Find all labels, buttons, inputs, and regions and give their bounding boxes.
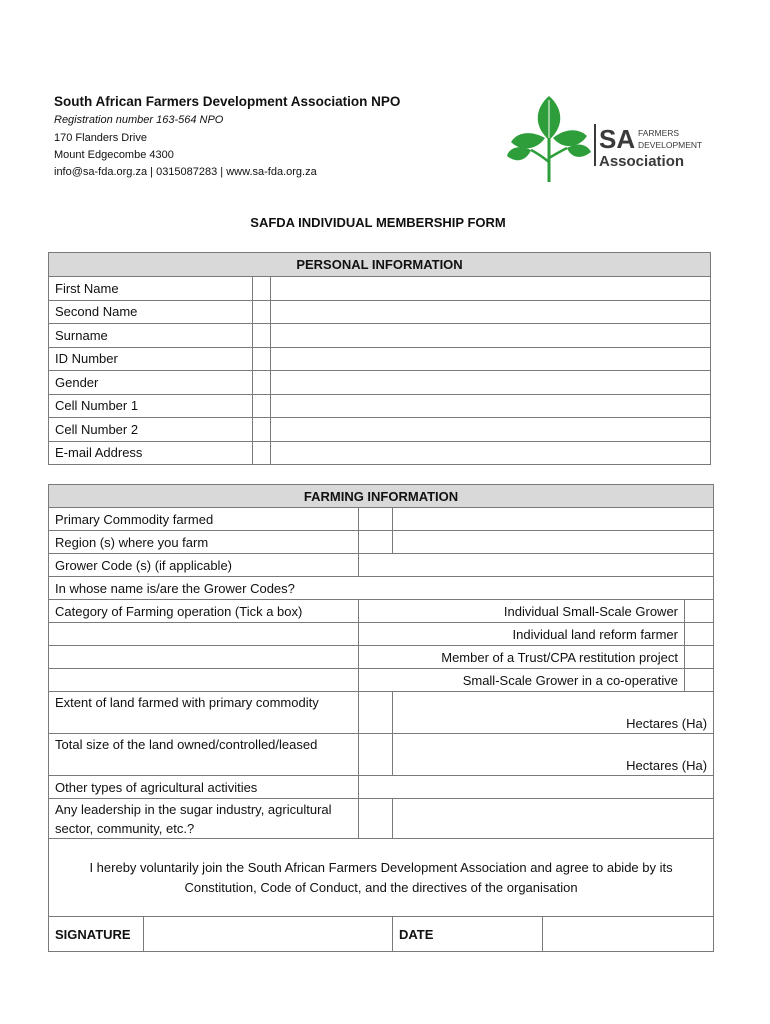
cell-number-1-box[interactable]	[253, 394, 271, 418]
extent-of-land-unit[interactable]: Hectares (Ha)	[393, 692, 714, 734]
first-name-label: First Name	[49, 277, 253, 301]
extent-of-land-label: Extent of land farmed with primary commodity	[49, 692, 359, 734]
id-number-field[interactable]	[271, 347, 711, 371]
logo-farmers: FARMERS	[638, 128, 680, 138]
second-name-label: Second Name	[49, 300, 253, 324]
form-title: SAFDA INDIVIDUAL MEMBERSHIP FORM	[250, 215, 506, 230]
primary-commodity-field[interactable]	[393, 508, 714, 531]
cell-number-2-label: Cell Number 2	[49, 418, 253, 442]
grower-code-label: Grower Code (s) (if applicable)	[49, 554, 359, 577]
category-label: Category of Farming operation (Tick a box)	[49, 600, 359, 623]
category-checkbox-1[interactable]	[685, 600, 714, 623]
safda-logo	[505, 92, 720, 188]
surname-label: Surname	[49, 324, 253, 348]
email-address-box[interactable]	[253, 441, 271, 465]
logo-sa: SA	[599, 124, 636, 154]
region-label: Region (s) where you farm	[49, 531, 359, 554]
personal-information-table	[48, 252, 711, 465]
signature-field[interactable]	[144, 917, 393, 952]
leadership-label: Any leadership in the sugar industry, agricultural sector, community, etc.?	[49, 799, 359, 839]
first-name-field[interactable]	[271, 277, 711, 301]
other-activities-label: Other types of agricultural activities	[49, 776, 359, 799]
address-line-2: Mount Edgecombe 4300	[54, 149, 174, 161]
id-number-label: ID Number	[49, 347, 253, 371]
category-checkbox-4[interactable]	[685, 669, 714, 692]
signature-label: SIGNATURE	[49, 917, 144, 952]
address-line-1: 170 Flanders Drive	[54, 132, 147, 144]
id-number-box[interactable]	[253, 347, 271, 371]
membership-declaration: I hereby voluntarily join the South African Farmers Development Association and agree to abide by its Constitution, Code of Conduct, and the directives of the organisation	[49, 839, 714, 917]
leadership-box[interactable]	[359, 799, 393, 839]
category-spacer-3	[49, 646, 359, 669]
farming-information-table	[48, 484, 714, 952]
gender-label: Gender	[49, 371, 253, 395]
email-address-field[interactable]	[271, 441, 711, 465]
second-name-box[interactable]	[253, 300, 271, 324]
category-checkbox-2[interactable]	[685, 623, 714, 646]
organisation-name: South African Farmers Development Association NPO	[54, 94, 401, 109]
farming-information-header: FARMING INFORMATION	[49, 485, 714, 508]
logo-association: Association	[599, 153, 685, 170]
cell-number-2-field[interactable]	[271, 418, 711, 442]
other-activities-field[interactable]	[359, 776, 714, 799]
second-name-field[interactable]	[271, 300, 711, 324]
first-name-box[interactable]	[253, 277, 271, 301]
region-box[interactable]	[359, 531, 393, 554]
total-land-size-label: Total size of the land owned/controlled/leased	[49, 734, 359, 776]
category-option-trust-cpa: Member of a Trust/CPA restitution project	[359, 646, 685, 669]
grower-code-name-label: In whose name is/are the Grower Codes?	[49, 577, 714, 600]
gender-box[interactable]	[253, 371, 271, 395]
cell-number-2-box[interactable]	[253, 418, 271, 442]
leadership-field[interactable]	[393, 799, 714, 839]
date-field[interactable]	[543, 917, 714, 952]
cell-number-1-field[interactable]	[271, 394, 711, 418]
logo-development: DEVELOPMENT	[638, 140, 703, 150]
cell-number-1-label: Cell Number 1	[49, 394, 253, 418]
total-land-size-box[interactable]	[359, 734, 393, 776]
primary-commodity-label: Primary Commodity farmed	[49, 508, 359, 531]
surname-box[interactable]	[253, 324, 271, 348]
primary-commodity-box[interactable]	[359, 508, 393, 531]
date-label: DATE	[393, 917, 543, 952]
category-option-individual-small-scale: Individual Small-Scale Grower	[359, 600, 685, 623]
total-land-size-unit[interactable]: Hectares (Ha)	[393, 734, 714, 776]
email-address-label: E-mail Address	[49, 441, 253, 465]
contact-details: info@sa-fda.org.za | 0315087283 | www.sa-fda.org.za	[54, 166, 317, 178]
grower-code-field[interactable]	[359, 554, 714, 577]
surname-field[interactable]	[271, 324, 711, 348]
category-checkbox-3[interactable]	[685, 646, 714, 669]
gender-field[interactable]	[271, 371, 711, 395]
category-option-land-reform: Individual land reform farmer	[359, 623, 685, 646]
extent-of-land-box[interactable]	[359, 692, 393, 734]
personal-information-header: PERSONAL INFORMATION	[49, 253, 711, 277]
category-spacer-2	[49, 623, 359, 646]
registration-number: Registration number 163-564 NPO	[54, 114, 224, 126]
region-field[interactable]	[393, 531, 714, 554]
category-spacer-4	[49, 669, 359, 692]
leaf-plant-icon	[507, 96, 591, 182]
category-option-co-operative: Small-Scale Grower in a co-operative	[359, 669, 685, 692]
